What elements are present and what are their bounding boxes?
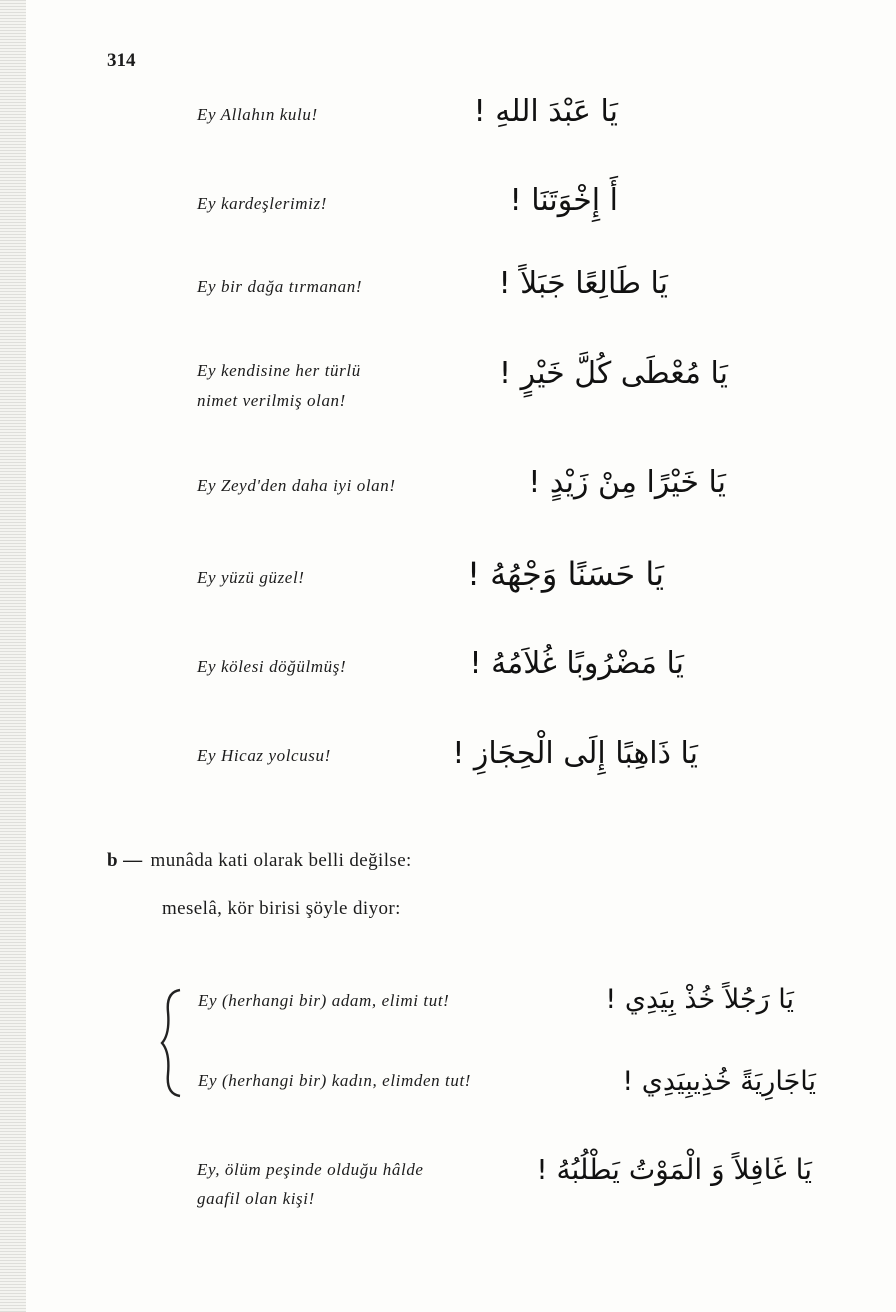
entry-translation: Ey Allahın kulu! [197, 105, 318, 124]
example-translation: Ey (herhangi bir) adam, elimi tut! [198, 991, 450, 1010]
entry-arabic: يَا مُعْطَى كُلَّ خَيْرٍ ! [499, 356, 728, 391]
entry-translation: Ey kendisine her türlü [197, 361, 361, 380]
entry-translation: Ey Zeyd'den daha iyi olan! [197, 476, 396, 495]
example-arabic: يَاجَارِيَةً خُذِيبِيَدِي ! [622, 1066, 816, 1097]
section-b-text: munâda kati olarak belli değilse: [150, 850, 412, 871]
entry-translation: Ey bir dağa tırmanan! [197, 277, 363, 296]
entry-translation: Ey Hicaz yolcusu! [197, 746, 331, 765]
section-b-example-intro: meselâ, kör birisi şöyle diyor: [162, 898, 401, 919]
entry-arabic: يَا خَيْرًا مِنْ زَيْدٍ ! [528, 465, 726, 500]
page-edge-scan [0, 0, 26, 1312]
entry-arabic: يَا عَبْدَ اللهِ ! [473, 94, 618, 129]
final-translation: gaafil olan kişi! [197, 1189, 315, 1208]
example-translation: Ey (herhangi bir) kadın, elimden tut! [198, 1071, 472, 1090]
section-b-label: b — [107, 850, 143, 871]
section-b-heading [107, 850, 412, 872]
example-arabic: يَا رَجُلاً خُذْ بِيَدِي ! [605, 984, 794, 1015]
page-number: 314 [107, 50, 136, 71]
entry-arabic: يَا ذَاهِبًا إِلَى الْحِجَازِ ! [452, 736, 698, 771]
entry-arabic: أَ إِخْوَتَنَا ! [509, 183, 618, 218]
entry-translation: Ey yüzü güzel! [197, 568, 305, 587]
entry-arabic: يَا حَسَنًا وَجْهُهُ ! [467, 555, 664, 593]
entry-arabic: يَا طَالِعًا جَبَلاً ! [498, 266, 668, 301]
entry-translation: Ey kardeşlerimiz! [197, 194, 327, 213]
final-arabic: يَا غَافِلاً وَ الْمَوْتُ يَطْلُبُهُ ! [536, 1153, 812, 1186]
entry-translation: Ey kölesi döğülmüş! [197, 657, 347, 676]
entry-arabic: يَا مَضْرُوبًا غُلاَمُهُ ! [469, 646, 684, 681]
entry-translation: nimet verilmiş olan! [197, 391, 346, 410]
curly-brace-icon [158, 988, 186, 1098]
final-translation: Ey, ölüm peşinde olduğu hâlde [197, 1160, 424, 1179]
